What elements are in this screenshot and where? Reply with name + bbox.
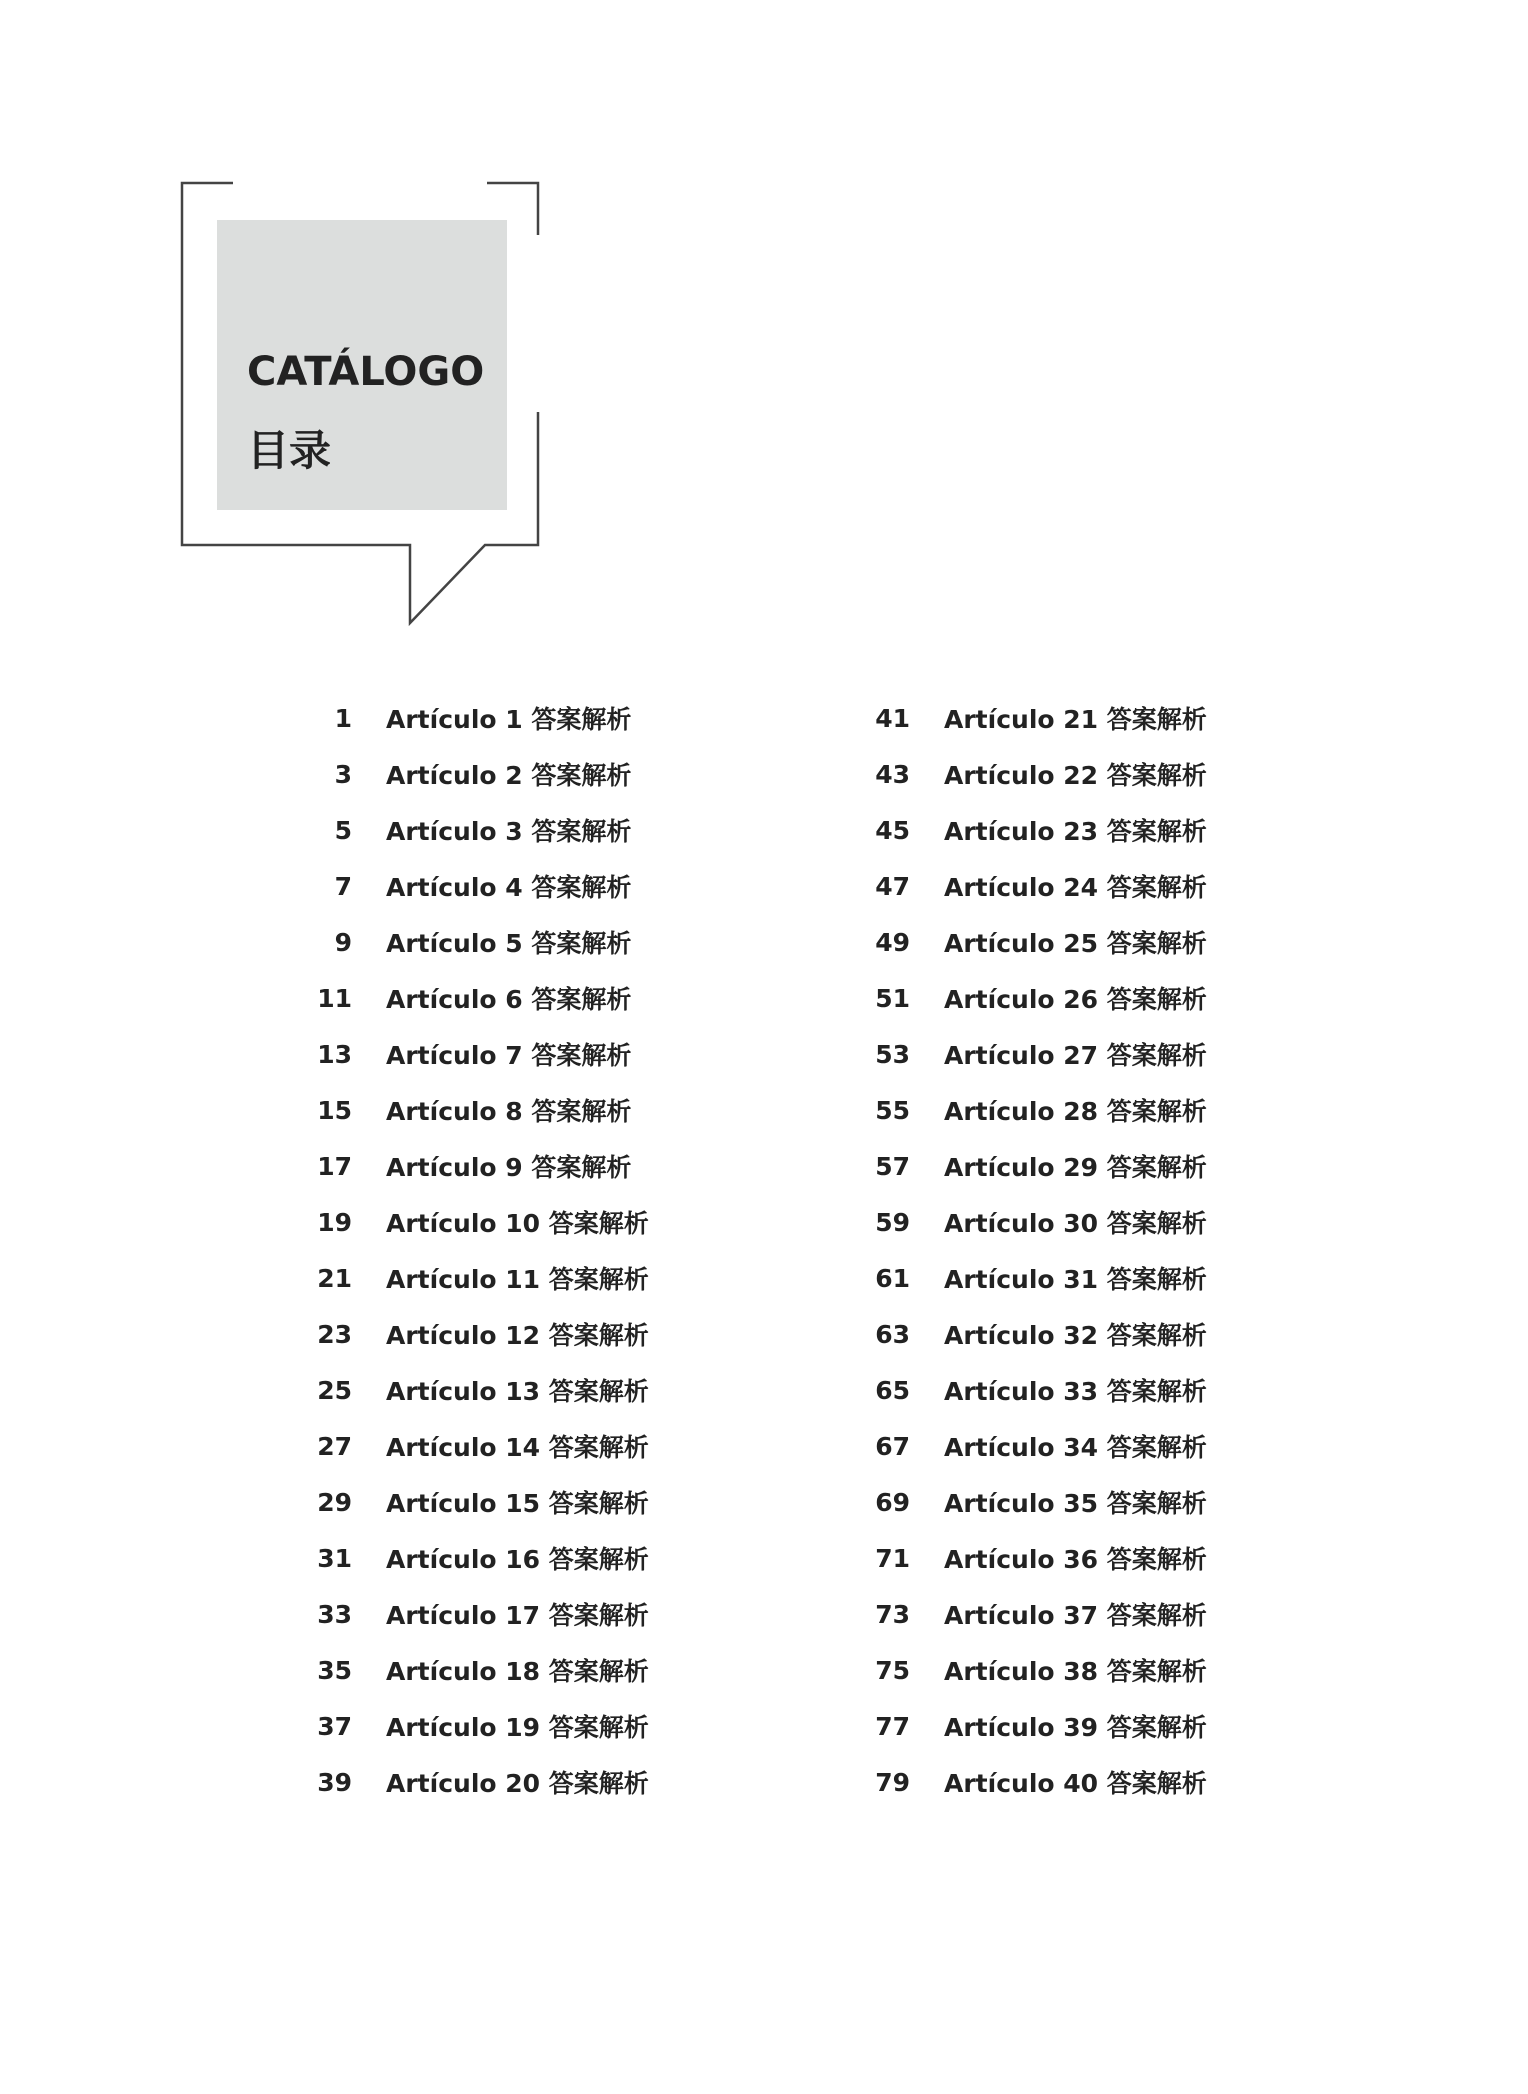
toc-page-number: 59 — [875, 1207, 910, 1237]
toc-page-number: 13 — [317, 1039, 352, 1069]
toc-entry[interactable] — [300, 746, 649, 802]
toc-page-number: 77 — [875, 1711, 910, 1741]
toc-entry-title: Artículo 20 答案解析 — [386, 1769, 649, 1798]
toc-entry-title: Artículo 21 答案解析 — [944, 705, 1207, 734]
toc-page-number: 75 — [875, 1655, 910, 1685]
toc-page-number: 67 — [875, 1431, 910, 1461]
toc-page-number: 63 — [875, 1319, 910, 1349]
toc-entry[interactable] — [300, 1082, 649, 1138]
toc-page-number: 65 — [875, 1375, 910, 1405]
toc-entry-title: Artículo 32 答案解析 — [944, 1321, 1207, 1350]
toc-page-number: 35 — [317, 1655, 352, 1685]
toc-page-number: 29 — [317, 1487, 352, 1517]
toc-entry[interactable] — [300, 1194, 649, 1250]
toc-page-number: 47 — [875, 871, 910, 901]
toc-page-number: 15 — [317, 1095, 352, 1125]
toc-page-number: 49 — [875, 927, 910, 957]
toc-entry-title: Artículo 30 答案解析 — [944, 1209, 1207, 1238]
toc-page-number: 1 — [334, 703, 352, 733]
toc-page-number: 79 — [875, 1767, 910, 1797]
page-subtitle: 目录 — [247, 426, 332, 475]
toc-entry-title: Artículo 15 答案解析 — [386, 1489, 649, 1518]
toc-entry[interactable] — [858, 1586, 1207, 1642]
toc-entry-title: Artículo 9 答案解析 — [386, 1153, 632, 1182]
toc-entry-title: Artículo 11 答案解析 — [386, 1265, 649, 1294]
toc-entry[interactable] — [300, 1474, 649, 1530]
toc-entry-title: Artículo 24 答案解析 — [944, 873, 1207, 902]
toc-entry[interactable] — [300, 1642, 649, 1698]
toc-page-number: 11 — [317, 983, 352, 1013]
toc-entry-title: Artículo 19 答案解析 — [386, 1713, 649, 1742]
toc-entry[interactable] — [300, 1250, 649, 1306]
toc-entry-title: Artículo 35 答案解析 — [944, 1489, 1207, 1518]
toc-page-number: 27 — [317, 1431, 352, 1461]
catalog-header — [0, 0, 600, 660]
toc-entry[interactable] — [300, 858, 649, 914]
toc-entry-title: Artículo 34 答案解析 — [944, 1433, 1207, 1462]
toc-entry-title: Artículo 2 答案解析 — [386, 761, 632, 790]
toc-entry[interactable] — [858, 970, 1207, 1026]
toc-page-number: 25 — [317, 1375, 352, 1405]
toc-page-number: 7 — [334, 871, 352, 901]
toc-entry-title: Artículo 38 答案解析 — [944, 1657, 1207, 1686]
toc-page-number: 61 — [875, 1263, 910, 1293]
toc-page-number: 33 — [317, 1599, 352, 1629]
toc-page-number: 9 — [334, 927, 352, 957]
toc-entry[interactable] — [858, 690, 1207, 746]
toc-page-number: 37 — [317, 1711, 352, 1741]
toc-entry[interactable] — [858, 1530, 1207, 1586]
toc-column-left — [300, 690, 649, 1810]
toc-entry-title: Artículo 3 答案解析 — [386, 817, 632, 846]
page-title: CATÁLOGO — [247, 349, 485, 395]
toc-entry-title: Artículo 8 答案解析 — [386, 1097, 632, 1126]
toc-entry-title: Artículo 40 答案解析 — [944, 1769, 1207, 1798]
toc-page-number: 71 — [875, 1543, 910, 1573]
toc-entry[interactable] — [858, 1362, 1207, 1418]
toc-entry[interactable] — [300, 1026, 649, 1082]
toc-page-number: 31 — [317, 1543, 352, 1573]
toc-page-number: 23 — [317, 1319, 352, 1349]
toc-entry[interactable] — [858, 1138, 1207, 1194]
toc-entry-title: Artículo 31 答案解析 — [944, 1265, 1207, 1294]
toc-entry[interactable] — [300, 1362, 649, 1418]
toc-page-number: 51 — [875, 983, 910, 1013]
toc-page-number: 3 — [334, 759, 352, 789]
toc-entry-title: Artículo 17 答案解析 — [386, 1601, 649, 1630]
toc-entry[interactable] — [858, 914, 1207, 970]
toc-entry-title: Artículo 33 答案解析 — [944, 1377, 1207, 1406]
toc-entry-title: Artículo 27 答案解析 — [944, 1041, 1207, 1070]
toc-entry[interactable] — [300, 690, 649, 746]
toc-page-number: 45 — [875, 815, 910, 845]
toc-page-number: 21 — [317, 1263, 352, 1293]
toc-column-right — [858, 690, 1207, 1810]
toc-entry[interactable] — [858, 746, 1207, 802]
toc-entry[interactable] — [858, 1082, 1207, 1138]
toc-entry-title: Artículo 22 答案解析 — [944, 761, 1207, 790]
toc-entry[interactable] — [300, 1138, 649, 1194]
toc-entry-title: Artículo 1 答案解析 — [386, 705, 632, 734]
toc-entry[interactable] — [858, 1474, 1207, 1530]
toc-entry[interactable] — [300, 970, 649, 1026]
toc-entry[interactable] — [858, 1698, 1207, 1754]
toc-entry-title: Artículo 16 答案解析 — [386, 1545, 649, 1574]
toc-page-number: 41 — [875, 703, 910, 733]
toc-page-number: 17 — [317, 1151, 352, 1181]
toc-entry-title: Artículo 4 答案解析 — [386, 873, 632, 902]
toc-entry-title: Artículo 37 答案解析 — [944, 1601, 1207, 1630]
toc-page-number: 39 — [317, 1767, 352, 1797]
toc-entry[interactable] — [300, 1586, 649, 1642]
toc-page-number: 19 — [317, 1207, 352, 1237]
toc-entry[interactable] — [858, 1306, 1207, 1362]
toc-entry-title: Artículo 25 答案解析 — [944, 929, 1207, 958]
toc-entry[interactable] — [858, 1250, 1207, 1306]
toc-entry[interactable] — [300, 1530, 649, 1586]
toc-entry-title: Artículo 23 答案解析 — [944, 817, 1207, 846]
toc-entry-title: Artículo 29 答案解析 — [944, 1153, 1207, 1182]
toc-page-number: 53 — [875, 1039, 910, 1069]
toc-page-number: 57 — [875, 1151, 910, 1181]
toc-entry[interactable] — [858, 858, 1207, 914]
toc-page-number: 73 — [875, 1599, 910, 1629]
toc-entry-title: Artículo 13 答案解析 — [386, 1377, 649, 1406]
toc-entry[interactable] — [300, 914, 649, 970]
toc-entry[interactable] — [300, 1306, 649, 1362]
toc-entry-title: Artículo 12 答案解析 — [386, 1321, 649, 1350]
toc-entry-title: Artículo 39 答案解析 — [944, 1713, 1207, 1742]
toc-entry[interactable] — [300, 802, 649, 858]
toc-page-number: 69 — [875, 1487, 910, 1517]
toc-page-number: 5 — [334, 815, 352, 845]
toc-entry-title: Artículo 36 答案解析 — [944, 1545, 1207, 1574]
toc-entry-title: Artículo 18 答案解析 — [386, 1657, 649, 1686]
toc-entry[interactable] — [300, 1754, 649, 1810]
toc-entry-title: Artículo 14 答案解析 — [386, 1433, 649, 1462]
toc-entry[interactable] — [858, 1754, 1207, 1810]
toc-entry-title: Artículo 6 答案解析 — [386, 985, 632, 1014]
toc-entry-title: Artículo 28 答案解析 — [944, 1097, 1207, 1126]
toc-entry-title: Artículo 10 答案解析 — [386, 1209, 649, 1238]
toc-entry[interactable] — [858, 1418, 1207, 1474]
toc-entry[interactable] — [300, 1418, 649, 1474]
toc-entry-title: Artículo 7 答案解析 — [386, 1041, 632, 1070]
toc-entry[interactable] — [858, 1642, 1207, 1698]
toc-entry-title: Artículo 5 答案解析 — [386, 929, 632, 958]
toc-entry[interactable] — [858, 1026, 1207, 1082]
toc-entry[interactable] — [858, 802, 1207, 858]
toc-page-number: 55 — [875, 1095, 910, 1125]
toc-page-number: 43 — [875, 759, 910, 789]
toc-entry[interactable] — [300, 1698, 649, 1754]
toc-entry-title: Artículo 26 答案解析 — [944, 985, 1207, 1014]
toc-entry[interactable] — [858, 1194, 1207, 1250]
